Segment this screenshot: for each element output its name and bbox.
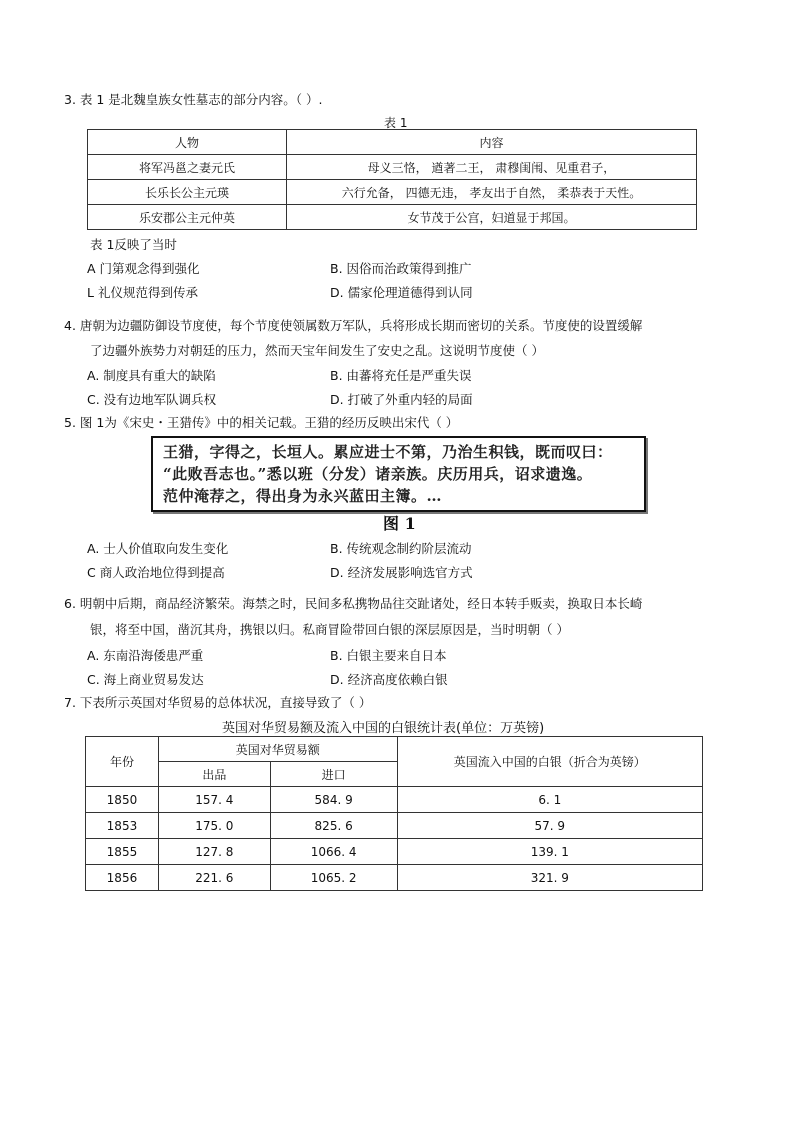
q5-figure-scan	[151, 436, 646, 512]
q7-table-title: 英国对华贸易额及流入中国的白银统计表(单位：万英镑)	[222, 721, 545, 736]
q5-stem: 5. 图 1为《宋史・王猎传》中的相关记载。王猎的经历反映出宋代（ ）	[64, 415, 459, 430]
q3-option-b: B. 因俗而治政策得到推广	[330, 261, 472, 276]
q7-cell-silver: 6. 1	[397, 787, 702, 813]
q3-option-d: D. 儒家伦理道德得到认同	[330, 285, 473, 300]
table-row	[88, 180, 697, 205]
q7-header-year: 年份	[86, 737, 159, 787]
q4-option-d: D. 打破了外重内轻的局面	[330, 392, 473, 407]
q3-header-person: 人物	[88, 130, 287, 155]
q7-cell-export: 157. 4	[158, 787, 270, 813]
q7-header-silver: 英国流入中国的白银（折合为英镑）	[397, 737, 702, 787]
q3-cell-content: 六行允备， 四德无违， 孝友出于自然， 柔恭表于天性。	[287, 180, 697, 205]
table-row	[86, 813, 703, 839]
q6-option-c: C. 海上商业贸易发达	[87, 672, 204, 687]
q5-option-d: D. 经济发展影响选官方式	[330, 565, 473, 580]
table-row	[88, 205, 697, 230]
q4-option-a: A. 制度具有重大的缺陷	[87, 368, 216, 383]
q7-cell-silver: 321. 9	[397, 865, 702, 891]
q3-cell-content: 女节茂于公宫，妇道显于邦国。	[287, 205, 697, 230]
q4-stem-line2: 了边疆外族势力对朝廷的压力，然而天宝年间发生了安史之乱。这说明节度使（ ）	[90, 343, 544, 358]
q5-figure-caption: 图 1	[383, 514, 416, 533]
q7-header-trade: 英国对华贸易额	[158, 737, 397, 762]
q3-cell-person: 乐安郡公主元仲英	[88, 205, 287, 230]
q4-stem-line1: 4. 唐朝为边疆防御设节度使，每个节度使领属数万军队，兵将形成长期而密切的关系。节度使的设置缓解	[64, 318, 643, 333]
q3-table-header	[88, 130, 697, 155]
q5-option-a: A. 士人价值取向发生变化	[87, 541, 229, 556]
q3-table	[87, 129, 697, 230]
table-row	[88, 155, 697, 180]
table-row	[86, 839, 703, 865]
q7-cell-year: 1850	[86, 787, 159, 813]
q7-header-import: 进口	[270, 762, 397, 787]
q6-option-a: A. 东南沿海倭患严重	[87, 648, 204, 663]
q3-cell-person: 长乐长公主元瑛	[88, 180, 287, 205]
q7-cell-year: 1855	[86, 839, 159, 865]
q3-header-content: 内容	[287, 130, 697, 155]
q7-cell-year: 1853	[86, 813, 159, 839]
q7-cell-import: 1066. 4	[270, 839, 397, 865]
q5-option-b: B. 传统观念制约阶层流动	[330, 541, 472, 556]
q7-cell-import: 825. 6	[270, 813, 397, 839]
q7-cell-export: 127. 8	[158, 839, 270, 865]
q7-cell-export: 175. 0	[158, 813, 270, 839]
q5-figure-line: 王猎，字得之，长垣人。累应进士不第，乃治生积钱，既而叹曰：	[163, 443, 613, 461]
q3-cell-person: 将军冯邕之妻元氏	[88, 155, 287, 180]
q7-table	[85, 736, 703, 891]
table-row	[86, 865, 703, 891]
q7-cell-import: 1065. 2	[270, 865, 397, 891]
q7-cell-year: 1856	[86, 865, 159, 891]
q7-stem: 7. 下表所示英国对华贸易的总体状况，直接导致了（ ）	[64, 695, 372, 710]
q7-cell-silver: 57. 9	[397, 813, 702, 839]
q3-option-a: A 门第观念得到强化	[87, 261, 200, 276]
q3-cell-content: 母义三恪， 遒著二王， 肃穆闺闱、见重君子，	[287, 155, 697, 180]
q3-lead: 表 1反映了当时	[90, 237, 177, 252]
q3-option-c: L 礼仪规范得到传承	[87, 285, 198, 300]
q3-table-caption: 表 1	[384, 116, 408, 130]
q6-option-d: D. 经济高度依赖白银	[330, 672, 448, 687]
q6-stem-line2: 银，将至中国，凿沉其舟，携银以归。私商冒险带回白银的深层原因是，当时明朝（ ）	[90, 622, 569, 637]
q6-option-b: B. 白银主要来自日本	[330, 648, 447, 663]
q4-option-c: C. 没有边地军队调兵权	[87, 392, 217, 407]
table-row	[86, 787, 703, 813]
q7-cell-silver: 139. 1	[397, 839, 702, 865]
q7-cell-import: 584. 9	[270, 787, 397, 813]
q5-option-c: C 商人政治地位得到提高	[87, 565, 225, 580]
q7-cell-export: 221. 6	[158, 865, 270, 891]
q5-figure-line: “此败吾志也。”悉以班（分发）诸亲族。庆历用兵，诏求遗逸。	[163, 465, 593, 483]
q6-stem-line1: 6. 明朝中后期，商品经济繁荣。海禁之时，民间多私携物品往交趾诸处，经日本转手贩卖，换取日本长崎	[64, 596, 643, 611]
q7-table-header	[86, 737, 703, 762]
q7-header-export: 出品	[158, 762, 270, 787]
q4-option-b: B. 由蕃将充任是严重失误	[330, 368, 472, 383]
q5-figure-line: 范仲淹荐之，得出身为永兴蓝田主簿。…	[163, 487, 443, 505]
q3-stem: 3. 表 1 是北魏皇族女性墓志的部分内容。（ ）.	[64, 92, 323, 107]
